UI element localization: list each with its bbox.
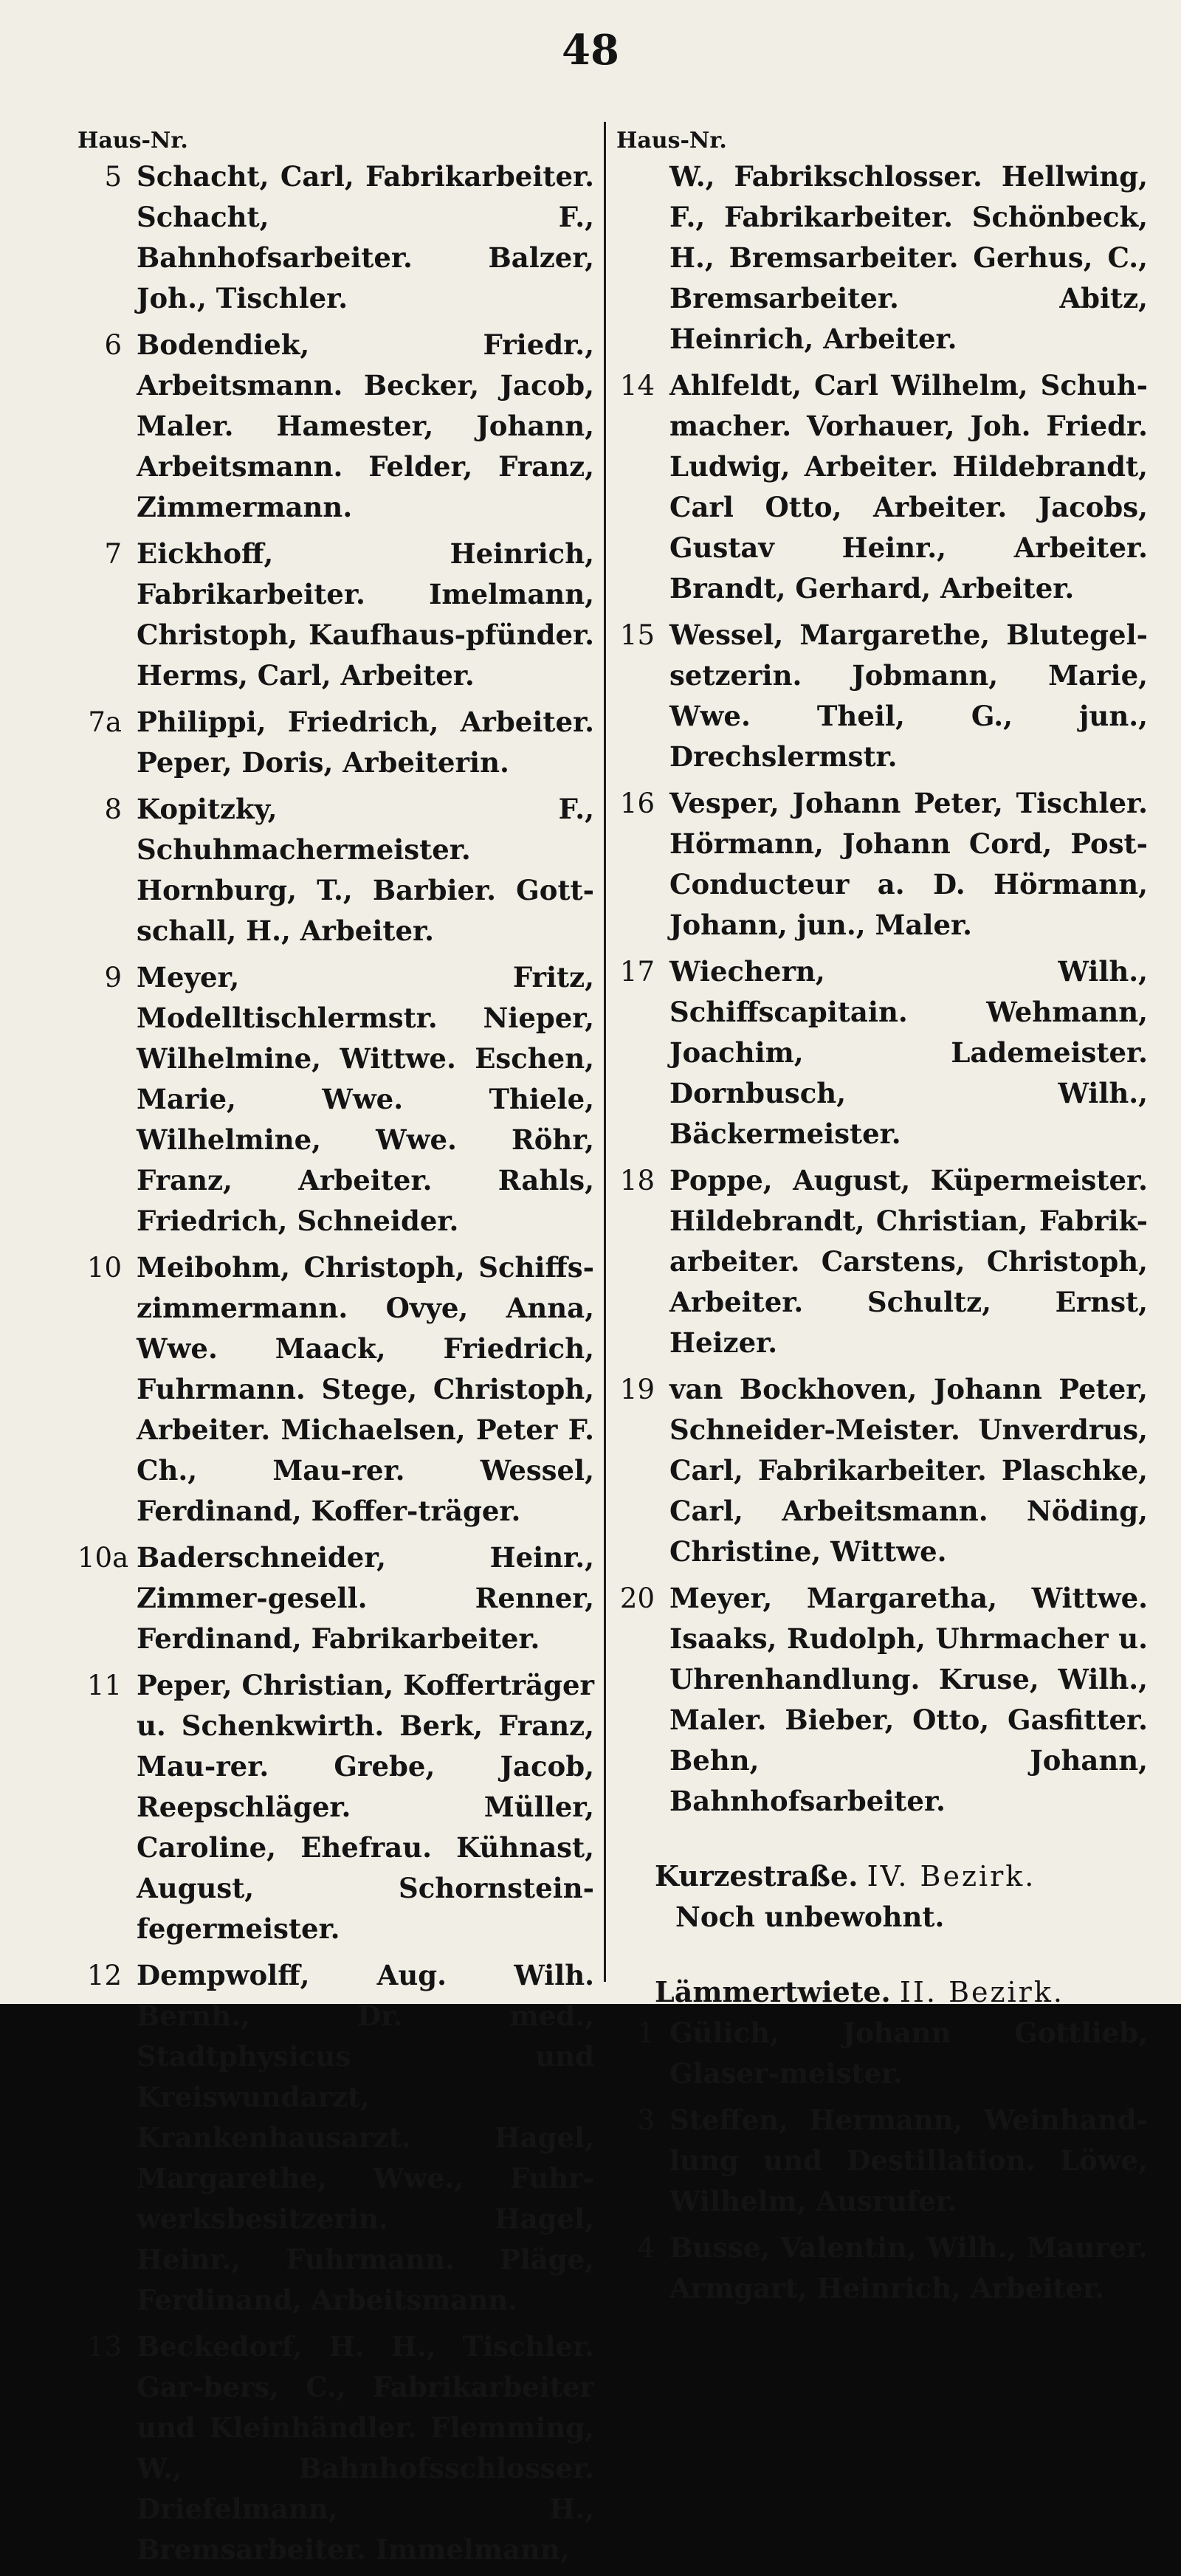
resident-list: Bodendiek, Friedr., Arbeitsmann. Becker, Jacob, Maler. Hamester, Johann, Arbeitsmann. Felder, Franz, Zimmermann. (137, 328, 594, 523)
house-number: 13 (86, 2331, 122, 2363)
house-number: 11 (86, 1670, 122, 1701)
right-column (616, 125, 1148, 2315)
house-entry (78, 1955, 594, 2321)
resident-list: Steffen, Hermann, Weinhand-lung und Destillation. Löwe, Wilhelm, Ausrufer. (669, 2104, 1148, 2217)
house-entry (616, 2013, 1148, 2094)
house-entry (616, 2100, 1148, 2222)
house-number: 20 (619, 1583, 655, 1614)
house-number: 17 (619, 956, 655, 988)
resident-list: Meyer, Margaretha, Wittwe. Isaaks, Rudolph, Uhrmacher u. Uhrenhandlung. Kruse, Wilh., Maler. Bieber, Otto, Gasfitter. Behn, Johann, Bahnhofsarbeiter. (669, 1582, 1148, 1817)
district-label: IV. Bezirk. (867, 1860, 1036, 1893)
resident-list: Busse, Valentin, Wilh., Maurer. Armgart, Heinrich, Arbeiter. (669, 2231, 1148, 2304)
house-entry (78, 156, 594, 319)
page-number: 48 (562, 26, 619, 75)
house-number-heading: Haus-Nr. (78, 128, 188, 154)
house-entry (616, 615, 1148, 777)
street-heading (655, 1971, 1148, 2013)
resident-list: Eickhoff, Heinrich, Fabrikarbeiter. Imelmann, Christoph, Kaufhaus-pfünder. Herms, Carl, Arbeiter. (137, 537, 594, 692)
house-number: 5 (104, 161, 122, 193)
house-entry (78, 534, 594, 696)
house-number: 10a (78, 1542, 129, 1574)
house-number: 3 (637, 2104, 655, 2136)
resident-list: Philippi, Friedrich, Arbeiter. Peper, Doris, Arbeiterin. (137, 706, 594, 779)
house-entry (616, 1160, 1148, 1363)
district-label: II. Bezirk. (899, 1976, 1064, 2008)
column-divider (604, 122, 606, 1982)
house-number: 10 (86, 1252, 122, 1284)
resident-list: Ahlfeldt, Carl Wilhelm, Schuh-macher. Vorhauer, Joh. Friedr. Ludwig, Arbeiter. Hildebrandt, Carl Otto, Arbeiter. Jacobs, Gustav Heinr., Arbeiter. Brandt, Gerhard, Arbeiter. (669, 369, 1148, 605)
left-column (78, 125, 594, 2576)
house-entry (616, 951, 1148, 1154)
resident-list: Vesper, Johann Peter, Tischler. Hörmann, Johann Cord, Post-Conducteur a. D. Hörmann, Johann, jun., Maler. (669, 787, 1148, 941)
house-number: 16 (619, 788, 655, 819)
street-name: Kurzestraße. (655, 1859, 858, 1893)
resident-list: Schacht, Carl, Fabrikarbeiter. Schacht, F., Bahnhofsarbeiter. Balzer, Joh., Tischler. (137, 160, 594, 314)
resident-list: Peper, Christian, Kofferträger u. Schenkwirth. Berk, Franz, Mau-rer. Grebe, Jacob, Reepschläger. Müller, Caroline, Ehefrau. Kühnast, August, Schornstein-fegermeister. (137, 1669, 594, 1945)
resident-list: Poppe, August, Küpermeister. Hildebrandt, Christian, Fabrik-arbeiter. Carstens, Christoph, Arbeiter. Schultz, Ernst, Heizer. (669, 1164, 1148, 1359)
house-number: 18 (619, 1165, 655, 1196)
house-number-heading: Haus-Nr. (616, 128, 727, 154)
house-number: 15 (619, 619, 655, 651)
house-entry (78, 1537, 594, 1659)
house-entry (78, 789, 594, 951)
house-number: 7a (88, 706, 122, 738)
house-number: 1 (637, 2017, 655, 2049)
street-heading (655, 1856, 1148, 1897)
resident-list: Dempwolff, Aug. Wilh. Bernh., Dr. med., Stadtphysicus und Kreiswundarzt, Krankenhausarzt. Hagel, Margarethe, Wwe., Fuhr-werksbesitzerin. Hagel, Heinr., Fuhrmann. Pläge, Ferdinand, Arbeitsmann. (137, 1959, 594, 2316)
resident-list: Wessel, Margarethe, Blutegel-setzerin. Jobmann, Marie, Wwe. Theil, G., jun., Drechslermstr. (669, 619, 1148, 773)
house-number: 4 (637, 2232, 655, 2264)
resident-list: Baderschneider, Heinr., Zimmer-gesell. Renner, Ferdinand, Fabrikarbeiter. (137, 1541, 594, 1655)
house-entry (78, 2327, 594, 2570)
house-number: 19 (619, 1374, 655, 1405)
house-entry (616, 1369, 1148, 1572)
street-sections (616, 1856, 1148, 2309)
house-entry (616, 365, 1148, 609)
resident-list: W., Fabrikschlosser. Hellwing, F., Fabrikarbeiter. Schönbeck, H., Bremsarbeiter. Gerhus, C., Bremsarbeiter. Abitz, Heinrich, Arbeiter. (669, 160, 1148, 355)
house-entry (616, 783, 1148, 946)
resident-list: van Bockhoven, Johann Peter, Schneider-Meister. Unverdrus, Carl, Fabrikarbeiter. Plaschke, Carl, Arbeitsmann. Nöding, Christine, Wittwe. (669, 1373, 1148, 1568)
house-entry (78, 957, 594, 1241)
house-entry (78, 1247, 594, 1532)
house-entry (78, 325, 594, 528)
house-entry (616, 1578, 1148, 1822)
resident-list: Kopitzky, F., Schuhmachermeister. Hornburg, T., Barbier. Gott-schall, H., Arbeiter. (137, 793, 594, 947)
resident-list: Meyer, Fritz, Modelltischlermstr. Nieper, Wilhelmine, Wittwe. Eschen, Marie, Wwe. Thiele, Wilhelmine, Wwe. Röhr, Franz, Arbeiter. Rahls, Friedrich, Schneider. (137, 961, 594, 1237)
resident-list: Meibohm, Christoph, Schiffs-zimmermann. Ovye, Anna, Wwe. Maack, Friedrich, Fuhrmann. Stege, Christoph, Arbeiter. Michaelsen, Peter F. Ch., Mau-rer. Wessel, Ferdinand, Koffer-träger. (137, 1251, 594, 1527)
house-number: 12 (86, 1960, 122, 1991)
house-number: 7 (104, 538, 122, 570)
resident-list: Gülich, Johann Gottlieb, Glaser-meister. (669, 2017, 1148, 2090)
resident-list: Wiechern, Wilh., Schiffscapitain. Wehmann, Joachim, Lademeister. Dornbusch, Wilh., Bäckermeister. (669, 955, 1148, 1150)
continuation-entry (616, 156, 1148, 359)
left-entries (78, 156, 594, 2570)
house-number: 14 (619, 370, 655, 402)
street-note: Noch unbewohnt. (675, 1901, 945, 1933)
house-number: 8 (104, 793, 122, 825)
house-entry (78, 1665, 594, 1949)
resident-list: Beckedorf, H. H., Tischler. Gar-bers, C., Fabrikarbeiter und Kleinhändler. Flemming, W., Bahnhofsschlosser. Driefelmann, H., Bremsarbeiter. Immelmann, (137, 2330, 594, 2566)
house-entry (616, 2228, 1148, 2309)
street-name: Lämmertwiete. (655, 1975, 891, 2008)
house-number: 9 (104, 962, 122, 993)
house-entry (78, 702, 594, 783)
house-number: 6 (104, 329, 122, 361)
house-number (616, 156, 669, 359)
right-entries (616, 365, 1148, 1822)
